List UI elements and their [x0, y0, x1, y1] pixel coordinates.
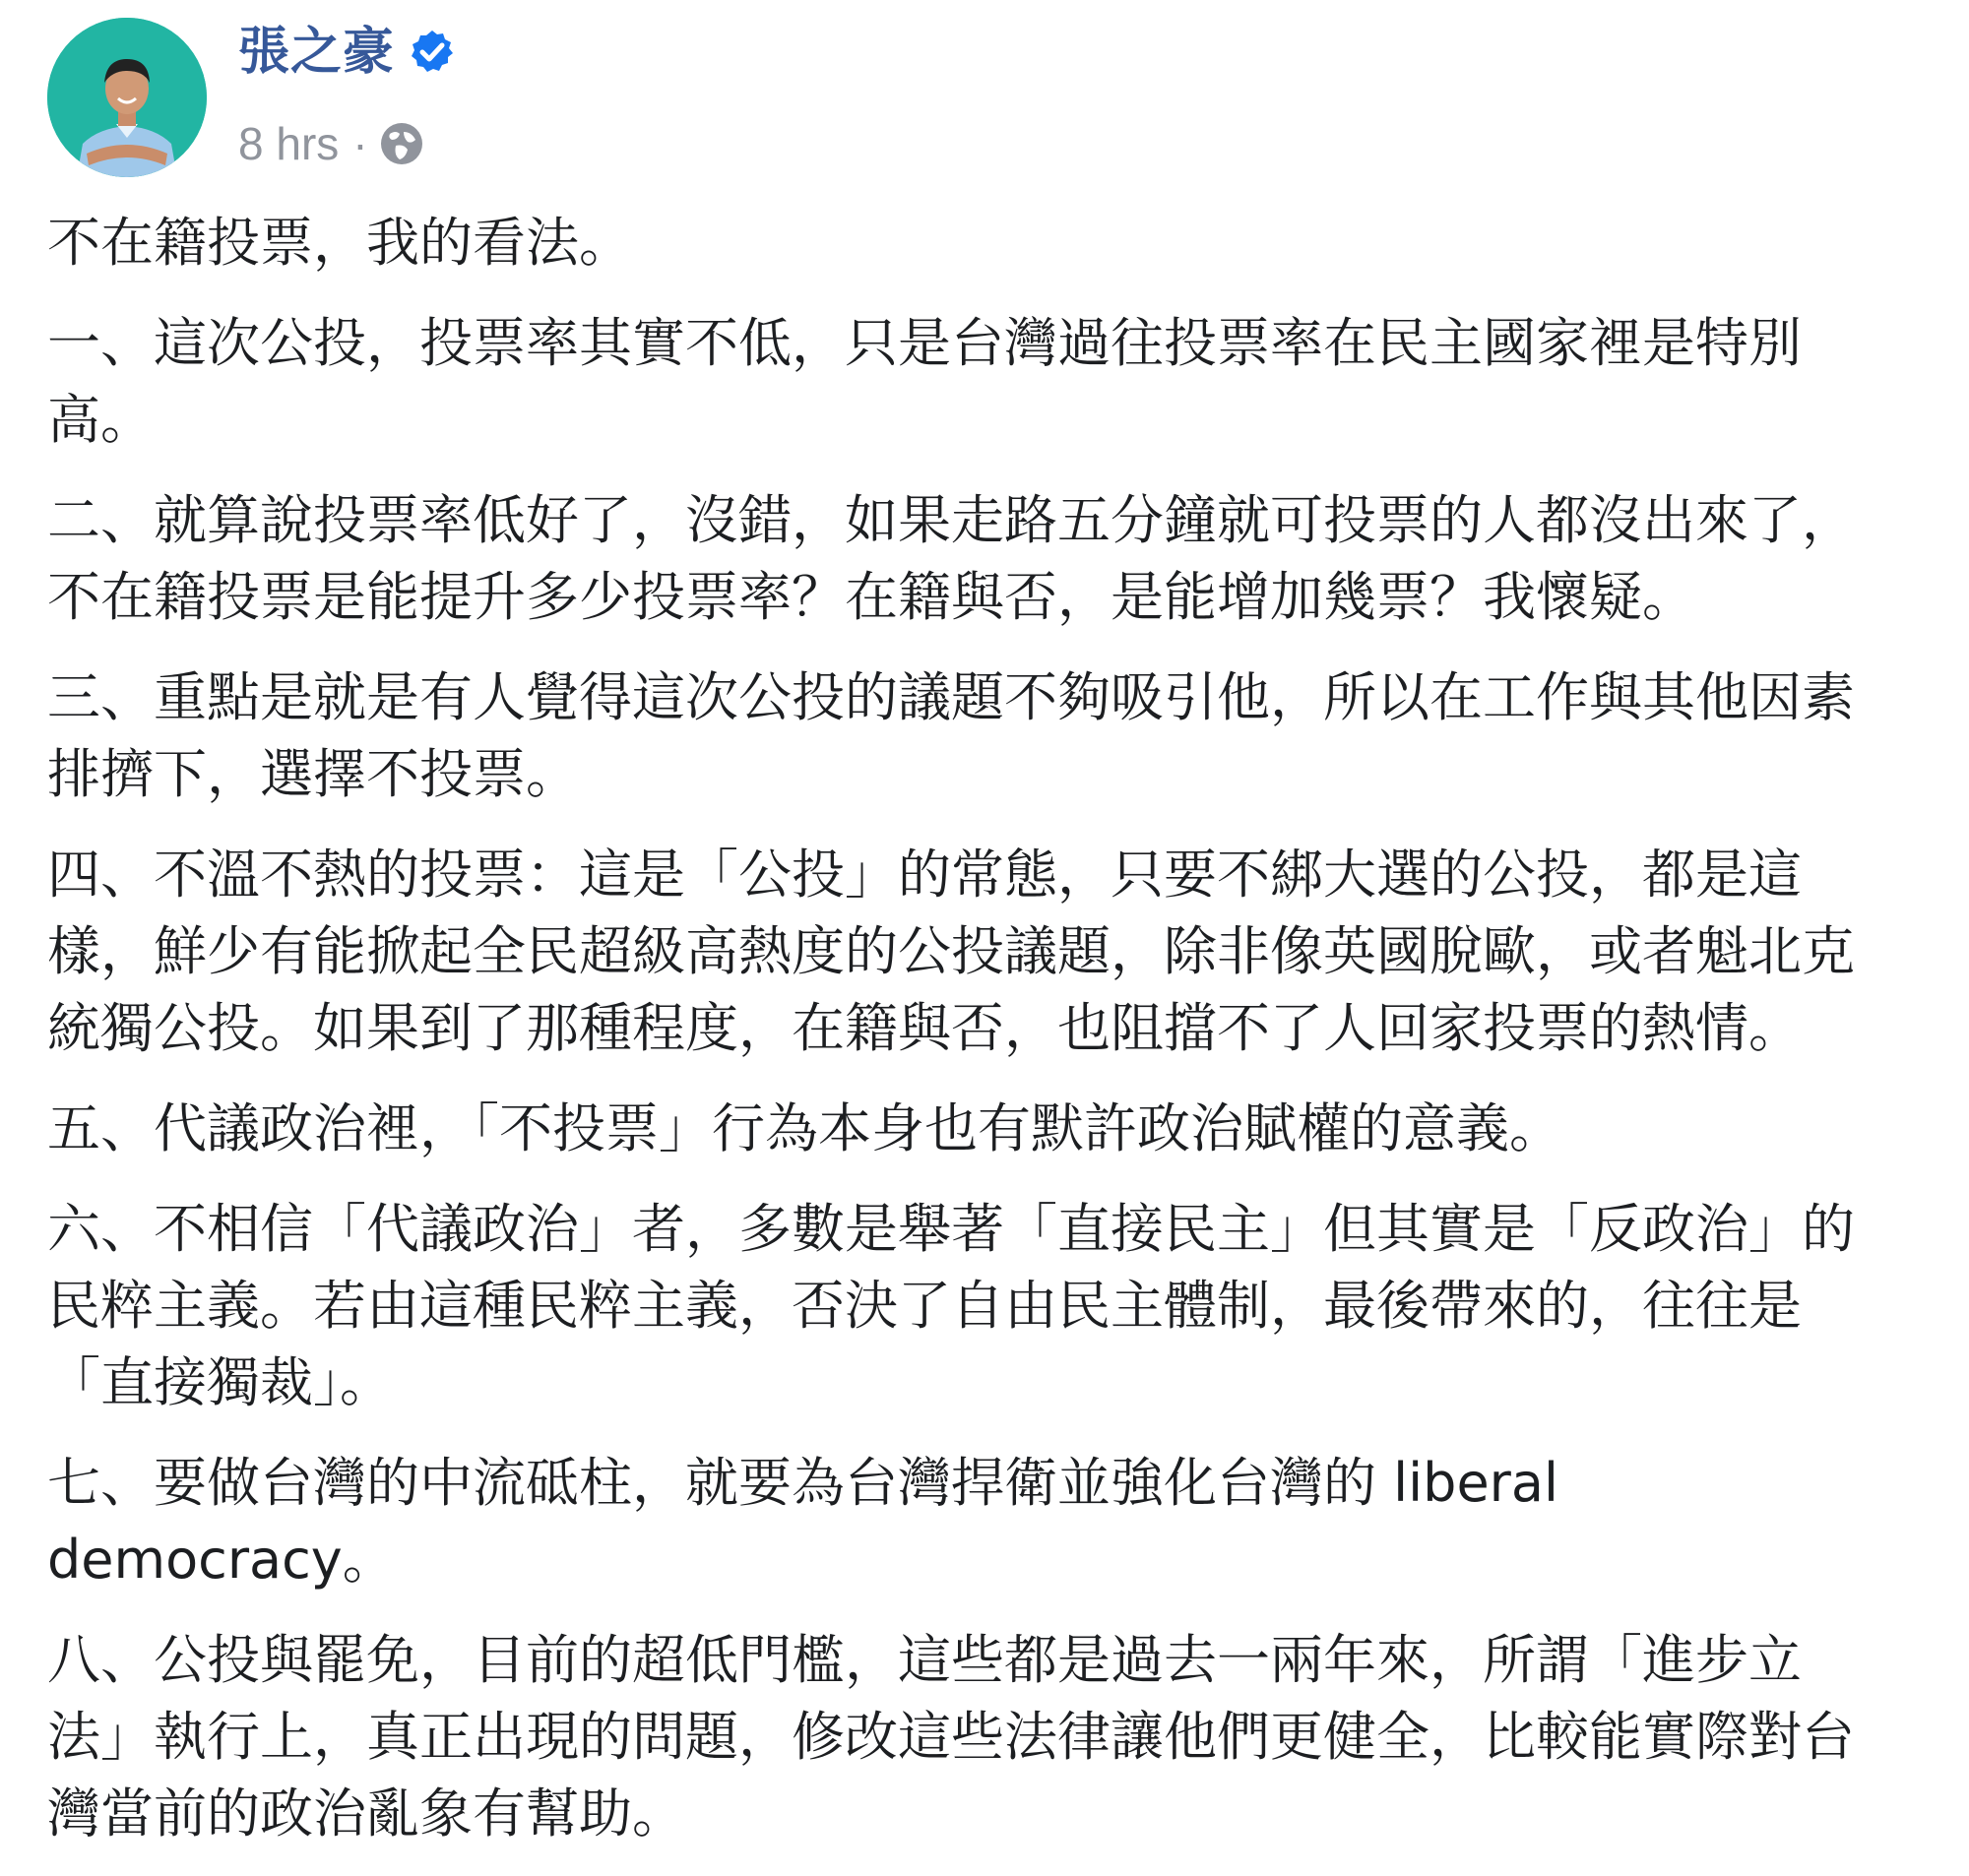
avatar-photo — [47, 18, 207, 177]
paragraph-7: 七、要做台灣的中流砥柱，就要為台灣捍衛並強化台灣的 liberal democracy。 — [47, 1452, 1558, 1591]
post-timestamp[interactable]: 8 hrs — [238, 118, 340, 169]
paragraph-8: 八、公投與罷免，目前的超低門檻，這些都是過去一兩年來，所謂「進步立 法」執行上，真正出現的問題，修改這些法律讓他們更健全，比較能實際對台 灣當前的政治亂象有幫助。 — [47, 1629, 1855, 1845]
author-block — [238, 18, 456, 169]
paragraph-5: 五、代議政治裡，「不投票」行為本身也有默許政治賦權的意義。 — [47, 1097, 1562, 1159]
avatar[interactable] — [47, 18, 207, 177]
paragraph-3: 三、重點是就是有人覺得這次公投的議題不夠吸引他，所以在工作與其他因素 排擠下，選擇不投票。 — [47, 666, 1855, 805]
paragraph-6: 六、不相信「代議政治」者，多數是舉著「直接民主」但其實是「反政治」的 民粹主義。若由這種民粹主義，否決了自由民主體制，最後帶來的，往往是 「直接獨裁」。 — [47, 1198, 1855, 1413]
globe-icon[interactable] — [378, 120, 425, 167]
meta-separator: · — [352, 118, 368, 169]
author-name[interactable]: 張之豪 — [238, 23, 396, 82]
verified-badge-icon — [409, 29, 456, 76]
author-row — [238, 18, 456, 87]
paragraph-1: 一、這次公投，投票率其實不低，只是台灣過往投票率在民主國家裡是特別 高。 — [47, 312, 1802, 451]
paragraph-4: 四、不溫不熱的投票：這是「公投」的常態，只要不綁大選的公投，都是這 樣，鮮少有能掀起全民超級高熱度的公投議題，除非像英國脫歐，或者魁北克 統獨公投。如果到了那種程度，在籍與否，也阻擋不了人回家投票的熱情。 — [47, 844, 1855, 1059]
post-body — [47, 205, 1937, 1876]
post-meta — [238, 118, 456, 169]
paragraph-2: 二、就算說投票率低好了，沒錯，如果走路五分鐘就可投票的人都沒出來了， 不在籍投票是能提升多少投票率？在籍與否，是能增加幾票？我懷疑。 — [47, 489, 1855, 628]
post-header — [47, 18, 1918, 180]
paragraph-intro: 不在籍投票，我的看法。 — [47, 212, 632, 274]
